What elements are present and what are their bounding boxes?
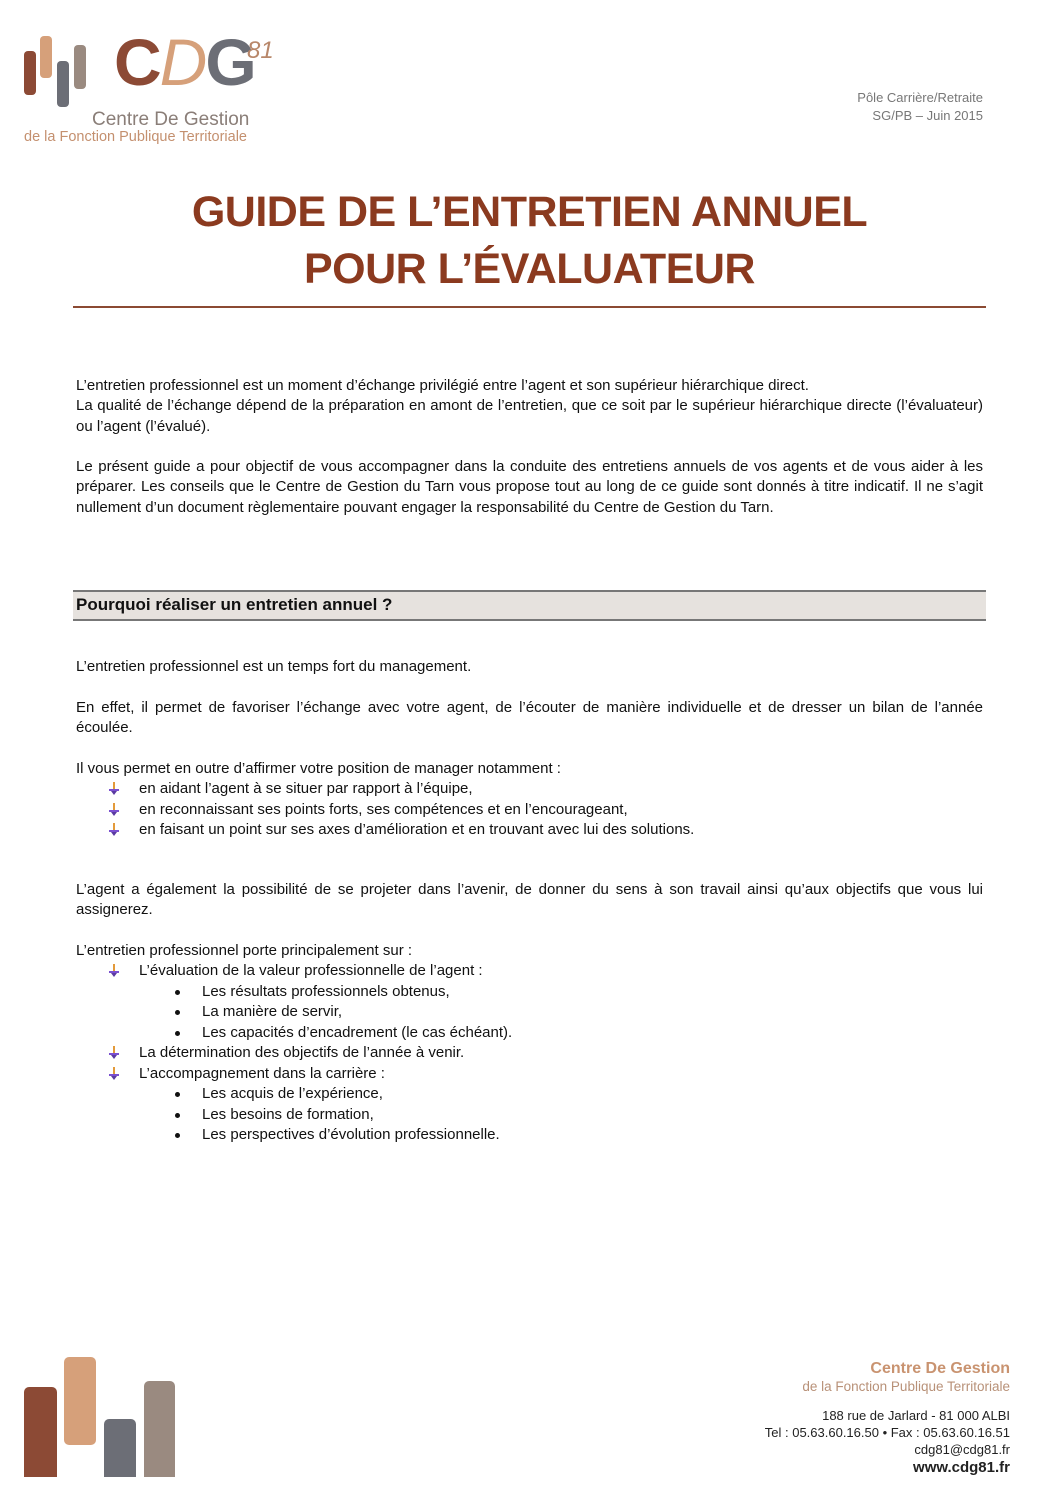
- sub-list-item: [0, 1084, 1058, 1105]
- logo-bar-2: [40, 36, 52, 78]
- list-item-text: en reconnaissant ses points forts, ses compétences et en l’encourageant,: [139, 800, 628, 818]
- list-item: [0, 1043, 1058, 1064]
- bullet-dot-icon: [175, 990, 180, 995]
- list-item-text: L’accompagnement dans la carrière :: [139, 1064, 385, 1082]
- sub-list-item-text: Les capacités d’encadrement (le cas échéant).: [202, 1023, 513, 1041]
- list-item: [0, 820, 1058, 841]
- logo-letter-c: C: [114, 25, 160, 99]
- section-paragraph-5: L’entretien professionnel porte principalement sur :: [76, 942, 413, 959]
- logo-bar-3: [57, 61, 69, 107]
- sub-list-item-text: Les acquis de l’expérience,: [202, 1085, 383, 1102]
- list-item-text: L’évaluation de la valeur professionnelle de l’agent :: [139, 962, 483, 979]
- sub-list-item: [0, 1023, 1058, 1044]
- footer-contact: [765, 1360, 1010, 1478]
- bullet-dot-icon: [175, 1113, 180, 1118]
- sub-list-item-text: Les perspectives d’évolution professionnelle.: [202, 1126, 500, 1143]
- section-paragraph-1: L’entretien professionnel est un temps fort du management.: [76, 658, 472, 675]
- footer-email[interactable]: cdg81@cdg81.fr: [914, 1442, 1010, 1457]
- footer-org-subtitle: de la Fonction Publique Territoriale: [802, 1379, 1010, 1394]
- footer-bar-3: [104, 1419, 136, 1477]
- sub-list-item-text: La manière de servir,: [202, 1003, 343, 1020]
- footer-bar-1: [24, 1387, 57, 1477]
- list-item-text: en faisant un point sur ses axes d’amélioration et en trouvant avec lui des solutions.: [139, 821, 695, 838]
- list-item: [0, 1064, 1058, 1085]
- logo-superscript: 81: [247, 37, 274, 64]
- list-item-text: en aidant l’agent à se situer par rapport à l’équipe,: [139, 780, 473, 797]
- bullet-dot-icon: [175, 1092, 180, 1097]
- footer-phone-fax: Tel : 05.63.60.16.50 • Fax : 05.63.60.16.51: [764, 1425, 1010, 1440]
- logo-line1: Centre De Gestion: [92, 109, 250, 130]
- footer-address: 188 rue de Jarlard - 81 000 ALBI: [822, 1408, 1010, 1423]
- sub-list-item-text: Les besoins de formation,: [202, 1105, 374, 1123]
- title-line2: POUR L’ÉVALUATEUR: [304, 245, 755, 293]
- title-line1: GUIDE DE L’ENTRETIEN ANNUEL: [191, 188, 868, 236]
- list-item: [0, 961, 1058, 982]
- section-heading: [73, 590, 986, 621]
- arrow-down-bullet-icon: [108, 823, 120, 837]
- bullet-dot-icon: [175, 1031, 180, 1036]
- arrow-down-bullet-icon: [108, 782, 120, 796]
- list-item-text: La détermination des objectifs de l’année à venir.: [139, 1044, 465, 1061]
- cdg81-logo: [22, 25, 274, 148]
- bullet-dot-icon: [175, 1010, 180, 1015]
- intro-paragraph-1: [76, 376, 983, 437]
- document-meta: [857, 89, 983, 125]
- sub-list-item: [0, 1125, 1058, 1146]
- arrow-down-bullet-icon: [108, 964, 120, 978]
- footer-logo-bars: [24, 1357, 179, 1477]
- arrow-down-bullet-icon: [108, 803, 120, 817]
- interview-topics-list: [0, 961, 1058, 1146]
- page-title: [74, 184, 985, 298]
- meta-department: Pôle Carrière/Retraite: [857, 90, 983, 105]
- logo-bar-4: [74, 45, 86, 89]
- footer-bar-2: [64, 1357, 96, 1445]
- logo-line2: de la Fonction Publique Territoriale: [24, 129, 248, 145]
- section-paragraph-2: En effet, il permet de favoriser l’échange avec votre agent, de l’écouter de manière individuelle et de dresser un bilan de l’année écoulée.: [76, 699, 983, 737]
- list-item: [0, 800, 1058, 821]
- sub-list-item-text: Les résultats professionnels obtenus,: [202, 982, 450, 1000]
- intro-text-2: La qualité de l’échange dépend de la préparation en amont de l’entretien, que ce soit par le supérieur hiérarchique directe (l’évaluateur) ou l’agent (l’évalué).: [76, 397, 983, 435]
- section-heading-text: Pourquoi réaliser un entretien annuel ?: [76, 595, 393, 614]
- sub-list-item: [0, 982, 1058, 1003]
- title-divider: [73, 306, 986, 308]
- section-paragraph-3: Il vous permet en outre d’affirmer votre position de manager notamment :: [76, 760, 561, 777]
- sub-list-item: [0, 1002, 1058, 1023]
- list-item: [0, 779, 1058, 800]
- footer-bar-4: [144, 1381, 175, 1477]
- intro-text-1: L’entretien professionnel est un moment d’échange privilégié entre l’agent et son supérieur hiérarchique direct.: [76, 377, 809, 394]
- logo-letter-d: D: [159, 25, 206, 99]
- footer-org-name: Centre De Gestion: [870, 1360, 1010, 1377]
- section-paragraph-4: L’agent a également la possibilité de se projeter dans l’avenir, de donner du sens à son travail ainsi qu’aux objectifs que vous lui assignerez.: [76, 881, 983, 919]
- manager-benefits-list: [0, 779, 1058, 841]
- arrow-down-bullet-icon: [108, 1067, 120, 1081]
- arrow-down-bullet-icon: [108, 1046, 120, 1060]
- logo-wordmark: [114, 25, 255, 99]
- logo-bar-1: [24, 51, 36, 95]
- logo-letter-g: G: [205, 25, 255, 99]
- bullet-dot-icon: [175, 1133, 180, 1138]
- sub-list-item: [0, 1105, 1058, 1126]
- meta-reference-date: SG/PB – Juin 2015: [872, 108, 983, 123]
- intro-paragraph-2: Le présent guide a pour objectif de vous accompagner dans la conduite des entretiens annuels de vos agents et de vous aider à les préparer. Les conseils que le Centre de Gestion du Tarn vous propose tout au long de ce guide sont donnés à titre indicatif. Il ne s’agit nullement d’un document règlementaire pouvant engager la responsabilité du Centre de Gestion du Tarn.: [76, 458, 983, 516]
- footer-website[interactable]: www.cdg81.fr: [913, 1459, 1010, 1476]
